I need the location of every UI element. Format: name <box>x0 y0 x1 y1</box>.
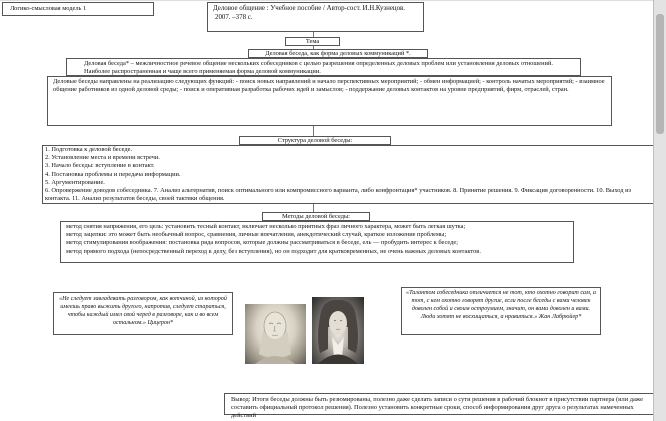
methods-title-box <box>262 212 370 221</box>
page-top-edge <box>0 0 653 1</box>
functions-box <box>47 76 612 126</box>
functions-text: Деловые беседы направлены на реализацию следующих функций: - поиск новых направлений и начало перспективных мероприятий; - обмен информацией; - контроль начатых мероприятий; - взаимное общение работников из одной деловой среды; - поиск и оперативная разработка рабочих идей и замыслов; - поддержание деловых контактов на уровне предприятий, фирм, отраслей, стран. <box>53 78 605 94</box>
connector-line <box>313 204 314 212</box>
topic-box <box>285 37 340 46</box>
structure-item: 4. Постановка проблемы и передача информации. <box>45 170 181 178</box>
method-item: метод стимулирования воображения: постановка ряда вопросов, которые должны рассматриваться в беседе, ель — пробудить интерес к беседе; <box>66 239 459 247</box>
cicero-portrait <box>245 304 306 364</box>
methods-title: Методы деловой беседы: <box>281 213 351 220</box>
structure-item: 3. Начало беседы: вступление в контакт. <box>45 162 155 170</box>
method-item: метод зацепки: это может быть необычный вопрос, сравнения, личные впечатления, анекдотический случай, краткое изложение проблемы; <box>66 231 447 239</box>
portrait-icon <box>312 297 364 364</box>
structure-item: 5. Аргументирование. <box>45 178 105 186</box>
vertical-scrollbar[interactable] <box>653 0 666 421</box>
definition-box <box>66 58 581 76</box>
structure-item: 2. Установление места и времени встречи. <box>45 154 160 162</box>
method-item: метод прямого подхода (непосредственный переход к делу, без вступления), но он подходит для кратковременных, не очень важных деловых контактов. <box>66 247 481 255</box>
definition-title-box <box>248 49 428 58</box>
structure-list-box <box>42 145 653 204</box>
conclusion-box <box>224 393 653 420</box>
conclusion-text: Вывод: Итоги беседы должны быть резюмированы, полезно даже сделать записи о сути решения в рабочий блокнот в присутствии партнера (или даже составить официальный протокол решения). Полезно установить конкретные сроки, способ информирования друг друга о результатах намеченных действий <box>231 396 643 420</box>
labruyere-portrait <box>312 297 364 364</box>
quote-left-text: «Не следует завладевать разговором, как вотчиной, из которой имеешь право выжить другого, напротив, следует стараться, чтобы каждый имел свой черед в разговоре, как и во всем остальном.» Цицерон* <box>59 296 227 326</box>
quote-left-box <box>53 292 233 335</box>
reference-line-2: 2007. –378 с. <box>215 13 253 21</box>
quote-right-box <box>401 287 601 335</box>
structure-title-box <box>239 136 391 145</box>
bust-icon <box>245 304 306 364</box>
structure-item: 6. Опровержение доводов собеседника. 7. Анализ альтернатив, поиск оптимального или компромиссного варианта, либо конфронтация* участников. 8. Принятие решения. 9. Фиксация договоренности. 10. Выход из контакта. 11. Анализ результатов беседы, своей тактики общения. <box>45 187 632 203</box>
topic-label: Тема <box>305 38 320 45</box>
definition-title: Деловая беседа, как форма деловых коммуникаций *. <box>265 50 411 57</box>
connector-line <box>313 126 314 136</box>
structure-item: 1. Подготовка к деловой беседе. <box>45 146 133 153</box>
reference-box <box>207 2 424 32</box>
structure-title: Структура деловой беседы: <box>277 137 353 144</box>
methods-list-box <box>60 221 574 263</box>
model-label-box <box>2 2 154 16</box>
reference-line-1: Деловое общение : Учебное пособие / Автор-сост. И.Н.Кузнецов. <box>213 5 406 12</box>
quote-right-text: «Талантом собеседника отличается не тот, кто охотно говорит сам, а тот, с кем охотно говорят другие, если после беседы с вами человек доволен собой и своим остроумием, значит, он вами доволен и вами. Люди хотят не восхищаться, а нравиться.» Жан Лабрюйер* <box>406 290 596 320</box>
model-label: Логико-смысловая модель 1 <box>10 5 87 12</box>
method-item: метод снятия напряжения, его цель: установить тесный контакт, включает несколько приятных фраз личного характера, может быть легкая шутка; <box>66 223 466 230</box>
scrollbar-thumb[interactable] <box>656 14 664 134</box>
definition-text: Деловая беседа* – межличностное речевое общение нескольких собеседников с целью разрешения определенных деловых проблем или установления деловых отношений. Наиболее распространенная и чаще всего применяемая форма деловой коммуникации. <box>84 60 553 76</box>
